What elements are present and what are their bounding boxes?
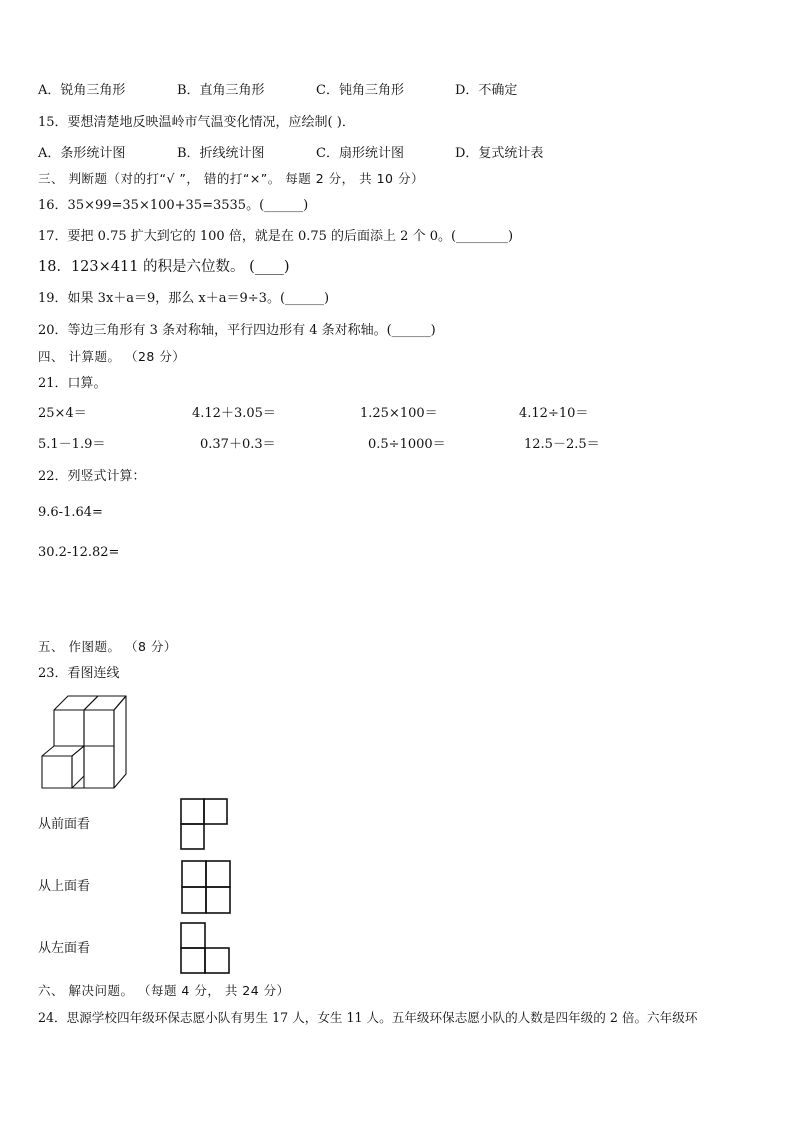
- left-view-diagram: [179, 921, 231, 975]
- top-view-diagram: [180, 859, 232, 915]
- q21-r1-c1: 25×4＝: [38, 406, 87, 421]
- stacked-cubes-figure: [40, 694, 130, 789]
- q21-title: 21．口算。: [38, 376, 107, 391]
- q15-option-a: A．条形统计图: [38, 146, 126, 161]
- q16: 16．35×99=35×100+35=3535。(______): [38, 198, 309, 213]
- q14-option-c: C．钝角三角形: [316, 83, 404, 98]
- cube-top-left-front: [54, 710, 84, 746]
- q22-item-1: 9.6-1.64=: [38, 505, 103, 520]
- q20: 20．等边三角形有 3 条对称轴，平行四边形有 4 条对称轴。(______): [38, 323, 436, 338]
- q24-stem: 24．思源学校四年级环保志愿小队有男生 17 人，女生 11 人。五年级环保志愿小队的人数是四年级的 2 倍。六年级环: [38, 1010, 698, 1025]
- section5-heading: 五、 作图题。 （8 分）: [38, 639, 177, 654]
- q21-r1-c2: 4.12＋3.05＝: [192, 406, 276, 421]
- q21-r2-c2: 0.37＋0.3＝: [200, 437, 276, 452]
- q14-option-a: A．锐角三角形: [38, 83, 126, 98]
- q15-option-b: B．折线统计图: [177, 146, 265, 161]
- view-front-label: 从前面看: [38, 817, 91, 832]
- view-left-label: 从左面看: [38, 941, 91, 956]
- q22-item-2: 30.2-12.82=: [38, 545, 120, 560]
- view-top-label: 从上面看: [38, 879, 91, 894]
- q23-title: 23．看图连线: [38, 666, 120, 681]
- q19: 19．如果 3x＋a＝9，那么 x＋a＝9÷3。(______): [38, 291, 330, 306]
- q18: 18．123×411 的积是六位数。 (____): [38, 259, 290, 275]
- q15-option-d: D．复式统计表: [455, 146, 544, 161]
- q22-title: 22．列竖式计算：: [38, 469, 146, 484]
- cube-front-side: [72, 746, 84, 788]
- cube-right-side: [114, 696, 126, 788]
- q21-r2-c3: 0.5÷1000＝: [368, 437, 446, 452]
- q14-option-d: D．不确定: [455, 83, 518, 98]
- q21-r2-c4: 12.5－2.5＝: [524, 437, 600, 452]
- section4-heading: 四、 计算题。 （28 分）: [38, 349, 186, 364]
- q17: 17．要把 0.75 扩大到它的 100 倍，就是在 0.75 的后面添上 2 个 0。(________): [38, 229, 514, 244]
- q21-r1-c3: 1.25×100＝: [360, 406, 438, 421]
- q15-option-c: C．扇形统计图: [316, 146, 404, 161]
- section3-heading: 三、 判断题（对的打“√ ”， 错的打“×”。 每题 2 分， 共 10 分）: [38, 171, 424, 186]
- cube-top-right-front: [84, 710, 114, 746]
- q21-r1-c4: 4.12÷10＝: [519, 406, 589, 421]
- q14-option-b: B．直角三角形: [177, 83, 265, 98]
- cube-bottom-right-front: [84, 746, 114, 788]
- front-view-diagram: [180, 797, 230, 851]
- cube-bottom-left-front: [42, 756, 72, 788]
- q21-r2-c1: 5.1－1.9＝: [38, 437, 106, 452]
- q15-stem: 15．要想清楚地反映温岭市气温变化情况，应绘制( )．: [38, 115, 355, 130]
- section6-heading: 六、 解决问题。 （每题 4 分， 共 24 分）: [38, 983, 290, 998]
